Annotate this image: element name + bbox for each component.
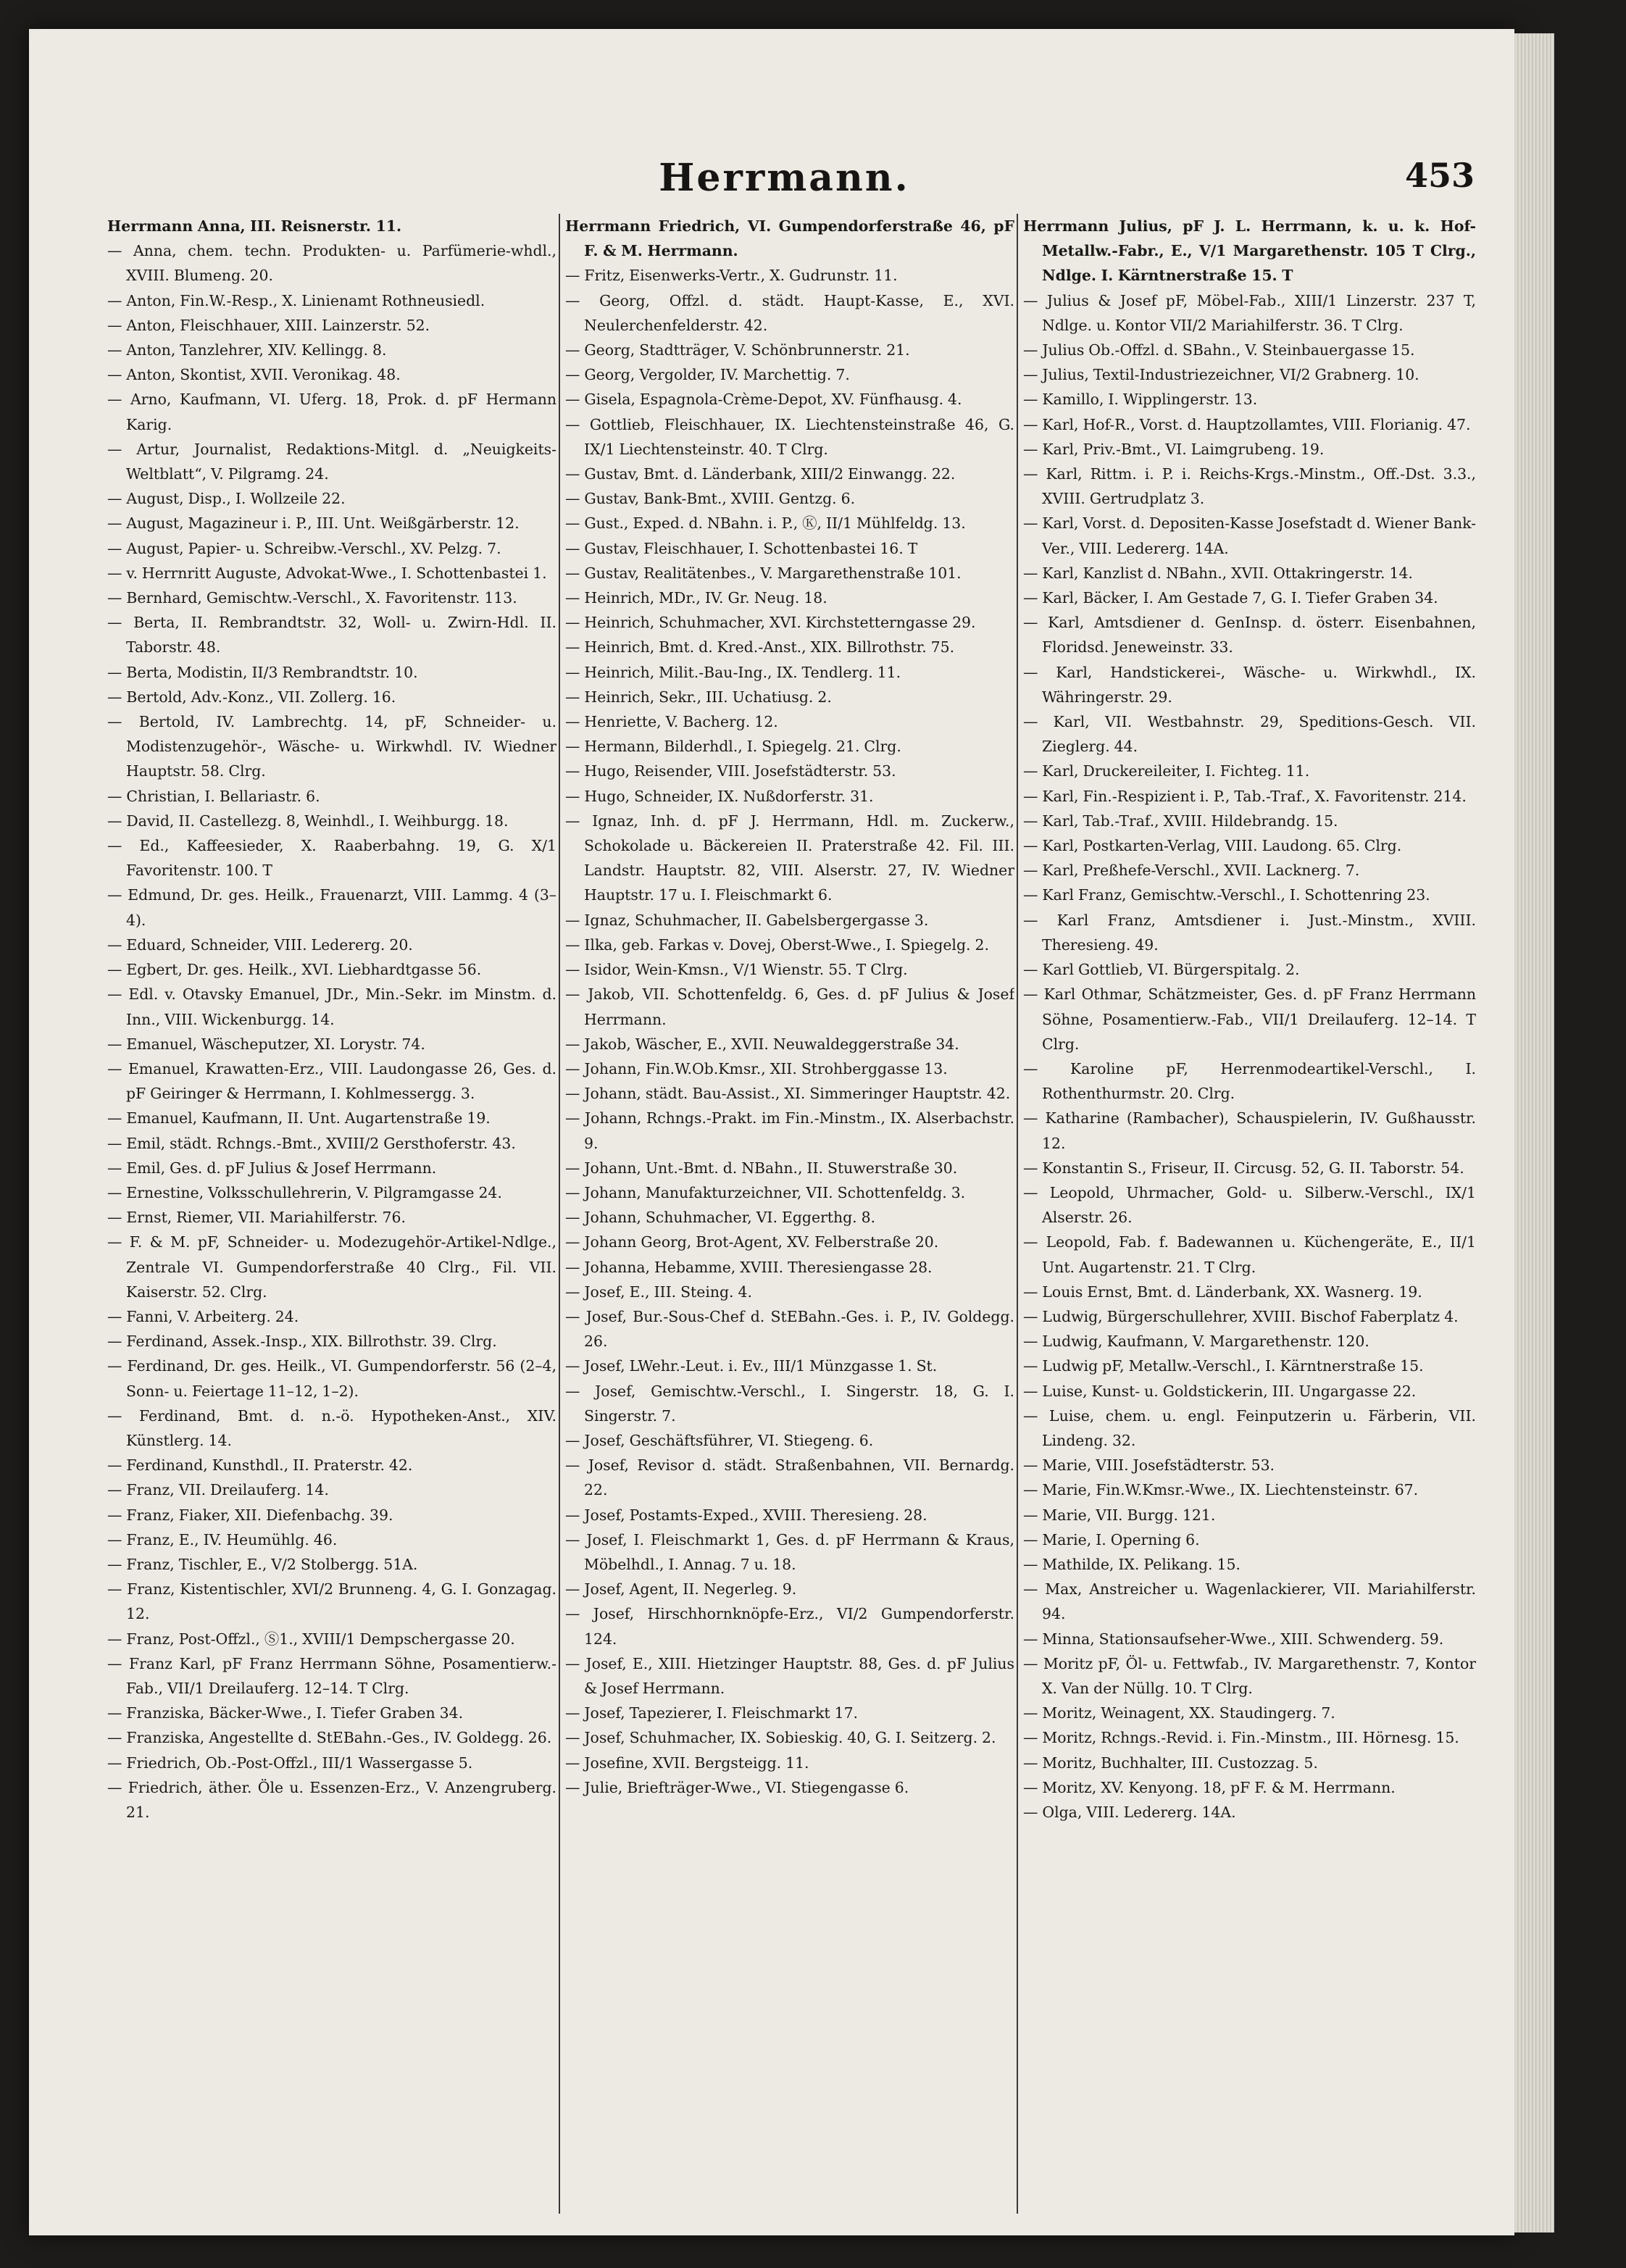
directory-entry: — Gottlieb, Fleischhauer, IX. Liechtensteinstraße 46, G. IX/1 Liechtensteinstr. 40. T Clrg. xyxy=(565,415,1014,458)
directory-entry: — Anna, chem. techn. Produkten- u. Parfümerie-whdl., XVIII. Blumeng. 20. xyxy=(107,242,556,285)
directory-entry: — Franz, Kistentischler, XVI/2 Brunneng. 4, G. I. Gonzagag. 12. xyxy=(107,1580,556,1623)
directory-entry: — Olga, VIII. Ledererg. 14A. xyxy=(1023,1804,1236,1821)
directory-entry: — Georg, Offzl. d. städt. Haupt-Kasse, E., XVI. Neulerchenfelderstr. 42. xyxy=(565,291,1014,334)
directory-entry: — Fanni, V. Arbeiterg. 24. xyxy=(107,1307,299,1325)
directory-entry: — Anton, Tanzlehrer, XIV. Kellingg. 8. xyxy=(107,341,387,359)
directory-entry: — Hermann, Bilderhdl., I. Spiegelg. 21. Clrg. xyxy=(565,738,901,756)
directory-entry: — Ignaz, Schuhmacher, II. Gabelsbergergasse 3. xyxy=(565,911,929,929)
directory-entry: — Georg, Vergolder, IV. Marchettig. 7. xyxy=(565,366,850,384)
directory-entry: — Johann, Rchngs.-Prakt. im Fin.-Minstm., IX. Alserbachstr. 9. xyxy=(565,1109,1014,1152)
directory-entry: — Ferdinand, Kunsthdl., II. Praterstr. 42. xyxy=(107,1456,413,1475)
directory-entry: — Josef, E., III. Steing. 4. xyxy=(565,1283,752,1301)
directory-entry: — Bertold, IV. Lambrechtg. 14, pF, Schneider- u. Modistenzugehör-, Wäsche- u. Wirkwhdl. IV. Wiedner Hauptstr. 58. Clrg. xyxy=(107,713,556,780)
directory-entry: — Mathilde, IX. Pelikang. 15. xyxy=(1023,1555,1241,1573)
page-number: 453 xyxy=(1404,156,1475,195)
directory-entry: — Ferdinand, Dr. ges. Heilk., VI. Gumpendorferstr. 56 (2–4, Sonn- u. Feiertage 11–12, 1–2). xyxy=(107,1357,556,1400)
directory-entry: — Gustav, Bmt. d. Länderbank, XIII/2 Einwangg. 22. xyxy=(565,465,956,483)
directory-entry: — Karl Othmar, Schätzmeister, Ges. d. pF Franz Herrmann Söhne, Posamentierw.-Fab., VII/1 Dreilauferg. 12–14. T Clrg. xyxy=(1023,985,1476,1053)
directory-entry: — Leopold, Uhrmacher, Gold- u. Silberw.-Verschl., IX/1 Alserstr. 26. xyxy=(1023,1183,1476,1227)
directory-entry: — Minna, Stationsaufseher-Wwe., XIII. Schwenderg. 59. xyxy=(1023,1630,1444,1648)
directory-entry: — Konstantin S., Friseur, II. Circusg. 52, G. II. Taborstr. 54. xyxy=(1023,1159,1464,1177)
directory-entry: — Gustav, Bank-Bmt., XVIII. Gentzg. 6. xyxy=(565,490,856,508)
directory-entry: — Friedrich, Ob.-Post-Offzl., III/1 Wassergasse 5. xyxy=(107,1754,473,1772)
directory-entry: — Karl Franz, Amtsdiener i. Just.-Minstm., XVIII. Theresieng. 49. xyxy=(1023,911,1476,954)
directory-entry: — Karoline pF, Herrenmodeartikel-Verschl., I. Rothenthurmstr. 20. Clrg. xyxy=(1023,1059,1476,1103)
directory-entry: — Kamillo, I. Wipplingerstr. 13. xyxy=(1023,391,1258,409)
directory-entry: — Heinrich, Schuhmacher, XVI. Kirchstetterngasse 29. xyxy=(565,614,976,632)
directory-entry: — Emil, städt. Rchngs.-Bmt., XVIII/2 Gersthoferstr. 43. xyxy=(107,1134,516,1152)
directory-entry: — Ferdinand, Bmt. d. n.-ö. Hypotheken-Anst., XIV. Künstlerg. 14. xyxy=(107,1406,556,1449)
directory-entry-head: Herrmann Friedrich, VI. Gumpendorferstraße 46, pF F. & M. Herrmann. xyxy=(565,217,1014,260)
directory-entry: — Franz, Fiaker, XII. Diefenbachg. 39. xyxy=(107,1506,393,1524)
directory-entry: — Franz, Post-Offzl., Ⓢ1., XVIII/1 Dempschergasse 20. xyxy=(107,1630,515,1648)
directory-entry: — Josef, I. Fleischmarkt 1, Ges. d. pF Herrmann & Kraus, Möbelhdl., I. Annag. 7 u. 18. xyxy=(565,1530,1014,1573)
directory-entry: — Arno, Kaufmann, VI. Uferg. 18, Prok. d. pF Hermann Karig. xyxy=(107,391,556,433)
directory-entry: — Hugo, Reisender, VIII. Josefstädterstr. 53. xyxy=(565,762,896,780)
directory-entry: — Karl, Kanzlist d. NBahn., XVII. Ottakringerstr. 14. xyxy=(1023,564,1413,582)
directory-entry: — Josef, Gemischtw.-Verschl., I. Singerstr. 18, G. I. Singerstr. 7. xyxy=(565,1382,1014,1425)
directory-entry: — August, Magazineur i. P., III. Unt. Weißgärberstr. 12. xyxy=(107,514,520,533)
directory-entry: — Heinrich, Sekr., III. Uchatiusg. 2. xyxy=(565,688,832,706)
directory-entry: — Ludwig pF, Metallw.-Verschl., I. Kärntnerstraße 15. xyxy=(1023,1357,1424,1375)
directory-entry: — Franz, VII. Dreilauferg. 14. xyxy=(107,1481,329,1499)
directory-entry: — Julius Ob.-Offzl. d. SBahn., V. Steinbauergasse 15. xyxy=(1023,341,1415,359)
directory-entry: — Egbert, Dr. ges. Heilk., XVI. Liebhardtgasse 56. xyxy=(107,961,482,979)
directory-entry: — Ernestine, Volksschullehrerin, V. Pilgramgasse 24. xyxy=(107,1183,502,1201)
directory-entry: — David, II. Castellezg. 8, Weinhdl., I. Weihburgg. 18. xyxy=(107,812,509,830)
directory-entry: — Leopold, Fab. f. Badewannen u. Küchengeräte, E., II/1 Unt. Augartenstr. 21. T Clrg. xyxy=(1023,1233,1476,1276)
directory-entry: — Berta, Modistin, II/3 Rembrandtstr. 10. xyxy=(107,663,418,681)
directory-entry: — Johann, Schuhmacher, VI. Eggerthg. 8. xyxy=(565,1209,876,1227)
directory-entry: — Jakob, VII. Schottenfeldg. 6, Ges. d. pF Julius & Josef Herrmann. xyxy=(565,985,1014,1028)
directory-entry: — Emanuel, Kaufmann, II. Unt. Augartenstraße 19. xyxy=(107,1109,491,1127)
directory-entry: — Anton, Fleischhauer, XIII. Lainzerstr. 52. xyxy=(107,316,430,334)
directory-entry: — F. & M. pF, Schneider- u. Modezugehör-Artikel-Ndlge., Zentrale VI. Gumpendorferstraße 40 Clrg., Fil. VII. Kaiserstr. 52. Clrg. xyxy=(107,1233,556,1301)
directory-entry: — Karl, Bäcker, I. Am Gestade 7, G. I. Tiefer Graben 34. xyxy=(1023,589,1438,607)
directory-entry: — Fritz, Eisenwerks-Vertr., X. Gudrunstr. 11. xyxy=(565,267,898,285)
directory-entry: — Marie, VIII. Josefstädterstr. 53. xyxy=(1023,1456,1275,1475)
page-title: Herrmann. xyxy=(659,156,910,200)
directory-entry: — Franz, E., IV. Heumühlg. 46. xyxy=(107,1530,338,1548)
directory-entry: — Heinrich, Milit.-Bau-Ing., IX. Tendlerg. 11. xyxy=(565,663,901,681)
directory-entry-head: Herrmann Julius, pF J. L. Herrmann, k. u. k. Hof-Metallw.-Fabr., E., V/1 Margarethenstr. 105 T Clrg., Ndlge. I. Kärntnerstraße 15. T xyxy=(1023,217,1476,285)
directory-entry: — Karl, VII. Westbahnstr. 29, Speditions-Gesch. VII. Zieglerg. 44. xyxy=(1023,713,1476,756)
directory-entry: — Isidor, Wein-Kmsn., V/1 Wienstr. 55. T Clrg. xyxy=(565,961,908,979)
directory-entry: — Ernst, Riemer, VII. Mariahilferstr. 76. xyxy=(107,1209,406,1227)
directory-entry: — Henriette, V. Bacherg. 12. xyxy=(565,713,778,731)
directory-entry: — Anton, Skontist, XVII. Veronikag. 48. xyxy=(107,366,401,384)
directory-entry: — Karl, Priv.-Bmt., VI. Laimgrubeng. 19. xyxy=(1023,440,1325,458)
directory-entry: — Josef, Postamts-Exped., XVIII. Theresieng. 28. xyxy=(565,1506,927,1524)
directory-entry: — Friedrich, äther. Öle u. Essenzen-Erz., V. Anzengruberg. 21. xyxy=(107,1778,556,1821)
directory-entry: — Gustav, Realitätenbes., V. Margarethenstraße 101. xyxy=(565,564,962,582)
directory-entry: — Heinrich, Bmt. d. Kred.-Anst., XIX. Billrothstr. 75. xyxy=(565,638,955,656)
directory-entry: — Johann, Unt.-Bmt. d. NBahn., II. Stuwerstraße 30. xyxy=(565,1159,958,1177)
column-2 xyxy=(565,214,1014,2214)
directory-entry: — Moritz, XV. Kenyong. 18, pF F. & M. Herrmann. xyxy=(1023,1778,1396,1796)
directory-entry: — Karl, Rittm. i. P. i. Reichs-Krgs.-Minstm., Off.-Dst. 3.3., XVIII. Gertrudplatz 3. xyxy=(1023,465,1476,508)
directory-entry: — Ferdinand, Assek.-Insp., XIX. Billrothstr. 39. Clrg. xyxy=(107,1333,497,1351)
directory-entry: — Karl, Tab.-Traf., XVIII. Hildebrandg. 15. xyxy=(1023,812,1338,830)
directory-entry: — Marie, VII. Burgg. 121. xyxy=(1023,1506,1216,1524)
directory-entry: — Gust., Exped. d. NBahn. i. P., Ⓚ, II/1 Mühlfeldg. 13. xyxy=(565,514,966,533)
directory-entry: — Karl, Handstickerei-, Wäsche- u. Wirkwhdl., IX. Währingerstr. 29. xyxy=(1023,663,1476,706)
directory-entry: — Berta, II. Rembrandtstr. 32, Woll- u. Zwirn-Hdl. II. Taborstr. 48. xyxy=(107,614,556,656)
directory-entry: — Josef, Hirschhornknöpfe-Erz., VI/2 Gumpendorferstr. 124. xyxy=(565,1605,1014,1648)
directory-entry: — Franz, Tischler, E., V/2 Stolbergg. 51A. xyxy=(107,1555,418,1573)
directory-entry: — Christian, I. Bellariastr. 6. xyxy=(107,787,320,805)
column-3 xyxy=(1023,214,1476,2214)
directory-entry: — Moritz pF, Öl- u. Fettwfab., IV. Margarethenstr. 7, Kontor X. Van der Nüllg. 10. T Clrg. xyxy=(1023,1654,1476,1697)
running-header xyxy=(80,127,1489,200)
directory-entry: — Johann, städt. Bau-Assist., XI. Simmeringer Hauptstr. 42. xyxy=(565,1085,1011,1103)
directory-entry: — Katharine (Rambacher), Schauspielerin, IV. Gußhausstr. 12. xyxy=(1023,1109,1476,1152)
directory-entry: — Max, Anstreicher u. Wagenlackierer, VII. Mariahilferstr. 94. xyxy=(1023,1580,1476,1623)
directory-entry: — Franziska, Bäcker-Wwe., I. Tiefer Graben 34. xyxy=(107,1704,464,1722)
directory-entry: — Louis Ernst, Bmt. d. Länderbank, XX. Wasnerg. 19. xyxy=(1023,1283,1422,1301)
directory-entry: — Josef, Bur.-Sous-Chef d. StEBahn.-Ges. i. P., IV. Goldegg. 26. xyxy=(565,1307,1014,1351)
directory-entry: — Emanuel, Krawatten-Erz., VIII. Laudongasse 26, Ges. d. pF Geiringer & Herrmann, I. Kohlmessergg. 3. xyxy=(107,1059,556,1103)
column-divider xyxy=(559,214,560,2214)
directory-entry: — Josef, Schuhmacher, IX. Sobieskig. 40, G. I. Seitzerg. 2. xyxy=(565,1729,996,1747)
directory-entry: — Jakob, Wäscher, E., XVII. Neuwaldeggerstraße 34. xyxy=(565,1035,959,1053)
directory-entry: — Luise, Kunst- u. Goldstickerin, III. Ungargasse 22. xyxy=(1023,1382,1417,1400)
directory-entry: — Emil, Ges. d. pF Julius & Josef Herrmann. xyxy=(107,1159,437,1177)
directory-entry: — Josef, LWehr.-Leut. i. Ev., III/1 Münzgasse 1. St. xyxy=(565,1357,938,1375)
directory-entry: — Ludwig, Kaufmann, V. Margarethenstr. 120. xyxy=(1023,1333,1369,1351)
directory-entry: — Gustav, Fleischhauer, I. Schottenbastei 16. T xyxy=(565,539,918,557)
directory-entry: — Franziska, Angestellte d. StEBahn.-Ges., IV. Goldegg. 26. xyxy=(107,1729,552,1747)
column-divider xyxy=(1017,214,1018,2214)
directory-entry: — Karl, Preßhefe-Verschl., XVII. Lacknerg. 7. xyxy=(1023,862,1360,880)
directory-entry: — Johann, Fin.W.Ob.Kmsr., XII. Strohberggasse 13. xyxy=(565,1059,948,1077)
directory-entry: — Artur, Journalist, Redaktions-Mitgl. d. „Neuigkeits-Weltblatt“, V. Pilgramg. 24. xyxy=(107,440,556,483)
directory-page xyxy=(29,29,1514,2235)
directory-entry: — Ed., Kaffeesieder, X. Raaberbahng. 19, G. X/1 Favoritenstr. 100. T xyxy=(107,837,556,880)
directory-entry: — Karl, Postkarten-Verlag, VIII. Laudong. 65. Clrg. xyxy=(1023,837,1402,855)
directory-entry: — Moritz, Buchhalter, III. Custozzag. 5. xyxy=(1023,1754,1318,1772)
directory-entry: — Gisela, Espagnola-Crème-Depot, XV. Fünfhausg. 4. xyxy=(565,391,962,409)
directory-entry: — Julius & Josef pF, Möbel-Fab., XIII/1 Linzerstr. 237 T, Ndlge. u. Kontor VII/2 Mariahilferstr. 36. T Clrg. xyxy=(1023,291,1476,334)
directory-entry: — Heinrich, MDr., IV. Gr. Neug. 18. xyxy=(565,589,827,607)
directory-entry: — Marie, Fin.W.Kmsr.-Wwe., IX. Liechtensteinstr. 67. xyxy=(1023,1481,1419,1499)
directory-entry: — Karl Franz, Gemischtw.-Verschl., I. Schottenring 23. xyxy=(1023,886,1430,904)
directory-entry: — Bernhard, Gemischtw.-Verschl., X. Favoritenstr. 113. xyxy=(107,589,517,607)
directory-entry: — Josef, Revisor d. städt. Straßenbahnen, VII. Bernardg. 22. xyxy=(565,1456,1014,1499)
directory-entry: — Moritz, Weinagent, XX. Staudingerg. 7. xyxy=(1023,1704,1335,1722)
directory-entry: — Eduard, Schneider, VIII. Ledererg. 20. xyxy=(107,935,413,954)
directory-entry: — v. Herrnritt Auguste, Advokat-Wwe., I. Schottenbastei 1. xyxy=(107,564,547,582)
directory-entry: — Edmund, Dr. ges. Heilk., Frauenarzt, VIII. Lammg. 4 (3–4). xyxy=(107,886,556,929)
directory-entry: — Marie, I. Operning 6. xyxy=(1023,1530,1200,1548)
directory-entry: — Hugo, Schneider, IX. Nußdorferstr. 31. xyxy=(565,787,874,805)
directory-entry: — August, Disp., I. Wollzeile 22. xyxy=(107,490,346,508)
directory-entry: — Ignaz, Inh. d. pF J. Herrmann, Hdl. m. Zuckerw., Schokolade u. Bäckereien II. Praterstraße 42. Fil. III. Landstr. Hauptstr. 82, VIII. Alserstr. 27, IV. Wiedner Hauptstr. 17 u. I. Fleischmarkt 6. xyxy=(565,812,1014,904)
directory-entry: — Julius, Textil-Industriezeichner, VI/2 Grabnerg. 10. xyxy=(1023,366,1419,384)
directory-entry: — Karl Gottlieb, VI. Bürgerspitalg. 2. xyxy=(1023,961,1300,979)
directory-entry: — Johanna, Hebamme, XVIII. Theresiengasse 28. xyxy=(565,1258,933,1276)
directory-entry: — Luise, chem. u. engl. Feinputzerin u. Färberin, VII. Lindeng. 32. xyxy=(1023,1406,1476,1449)
directory-entry: — Josef, Geschäftsführer, VI. Stiegeng. 6. xyxy=(565,1431,874,1449)
directory-entry: — Karl, Fin.-Respizient i. P., Tab.-Traf., X. Favoritenstr. 214. xyxy=(1023,787,1467,805)
directory-entry: — Ilka, geb. Farkas v. Dovej, Oberst-Wwe., I. Spiegelg. 2. xyxy=(565,935,989,954)
directory-entry: — Georg, Stadtträger, V. Schönbrunnerstr. 21. xyxy=(565,341,910,359)
directory-entry: — Karl, Hof-R., Vorst. d. Hauptzollamtes, VIII. Florianig. 47. xyxy=(1023,415,1471,433)
directory-entry-head: Herrmann Anna, III. Reisnerstr. 11. xyxy=(107,217,402,235)
directory-entry: — Bertold, Adv.-Konz., VII. Zollerg. 16. xyxy=(107,688,396,706)
directory-entry: — Johann Georg, Brot-Agent, XV. Felberstraße 20. xyxy=(565,1233,939,1251)
directory-entry: — Karl, Vorst. d. Depositen-Kasse Josefstadt d. Wiener Bank-Ver., VIII. Ledererg. 14A. xyxy=(1023,514,1476,557)
page-edge xyxy=(1514,33,1554,2232)
directory-entry: — Josef, E., XIII. Hietzinger Hauptstr. 88, Ges. d. pF Julius & Josef Herrmann. xyxy=(565,1654,1014,1697)
directory-entry: — Edl. v. Otavsky Emanuel, JDr., Min.-Sekr. im Minstm. d. Inn., VIII. Wickenburgg. 14. xyxy=(107,985,556,1028)
directory-entry: — August, Papier- u. Schreibw.-Verschl., XV. Pelzg. 7. xyxy=(107,539,501,557)
directory-entry: — Moritz, Rchngs.-Revid. i. Fin.-Minstm., III. Hörnesg. 15. xyxy=(1023,1729,1459,1747)
directory-entry: — Johann, Manufakturzeichner, VII. Schottenfeldg. 3. xyxy=(565,1183,966,1201)
directory-entry: — Josef, Agent, II. Negerleg. 9. xyxy=(565,1580,797,1598)
directory-entry: — Julie, Briefträger-Wwe., VI. Stiegengasse 6. xyxy=(565,1778,909,1796)
directory-entry: — Karl, Amtsdiener d. GenInsp. d. österr. Eisenbahnen, Floridsd. Jeneweinstr. 33. xyxy=(1023,614,1476,656)
column-1 xyxy=(107,214,556,2214)
directory-entry: — Emanuel, Wäscheputzer, XI. Lorystr. 74. xyxy=(107,1035,425,1053)
directory-entry: — Franz Karl, pF Franz Herrmann Söhne, Posamentierw.-Fab., VII/1 Dreilauferg. 12–14. T Clrg. xyxy=(107,1654,556,1697)
directory-entry: — Karl, Druckereileiter, I. Fichteg. 11. xyxy=(1023,762,1310,780)
directory-entry: — Anton, Fin.W.-Resp., X. Linienamt Rothneusiedl. xyxy=(107,291,485,309)
directory-entry: — Josef, Tapezierer, I. Fleischmarkt 17. xyxy=(565,1704,859,1722)
directory-entry: — Ludwig, Bürgerschullehrer, XVIII. Bischof Faberplatz 4. xyxy=(1023,1307,1459,1325)
directory-entry: — Josefine, XVII. Bergsteigg. 11. xyxy=(565,1754,809,1772)
